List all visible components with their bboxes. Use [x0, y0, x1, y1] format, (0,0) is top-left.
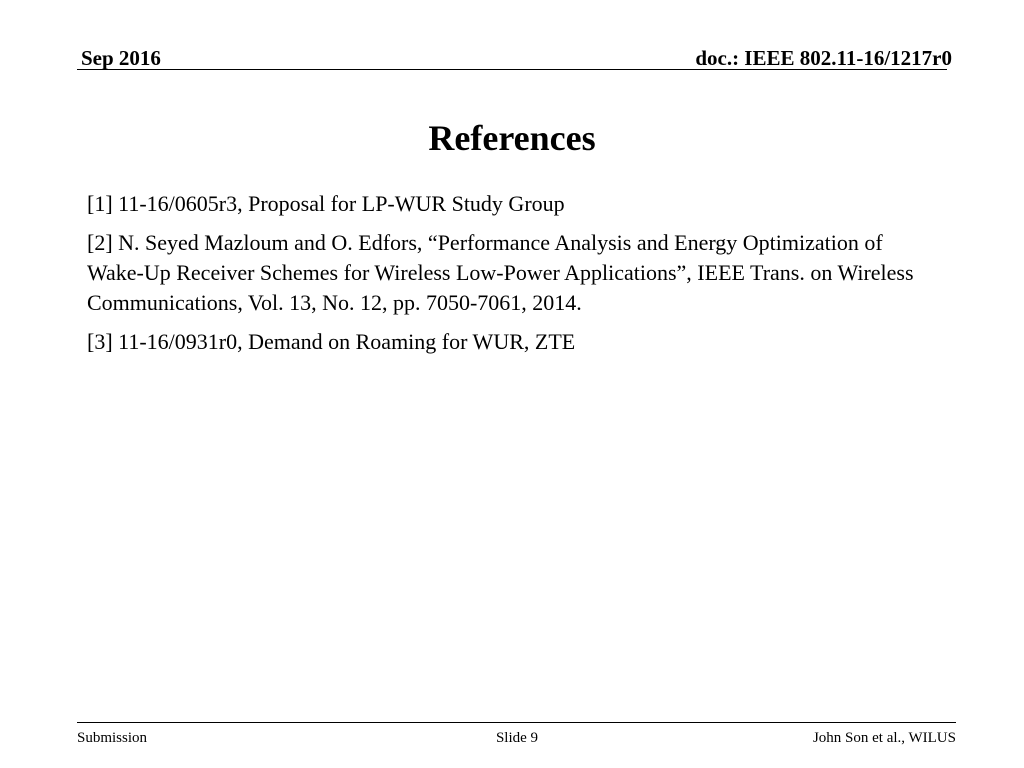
reference-list	[87, 189, 917, 366]
footer-authors: John Son et al., WILUS	[812, 730, 956, 746]
reference-item-3: [3] 11-16/0931r0, Demand on Roaming for WUR, ZTE	[87, 329, 576, 354]
footer-divider	[77, 722, 956, 723]
footer-slide-number: Slide 9	[495, 730, 539, 746]
reference-item-2: [2] N. Seyed Mazloum and O. Edfors, “Performance Analysis and Energy Optimization of Wake-Up Receiver Schemes for Wireless Low-Power Applications”, IEEE Trans. on Wireless Communications, Vol. 13, No. 12, pp. 7050-7061, 2014.	[87, 230, 914, 315]
footer-submission: Submission	[77, 730, 148, 746]
header-doc-id: doc.: IEEE 802.11-16/1217r0	[695, 46, 952, 70]
header-date: Sep 2016	[81, 46, 161, 70]
slide-title: References	[428, 118, 596, 158]
header-divider	[77, 69, 947, 70]
reference-item-1: [1] 11-16/0605r3, Proposal for LP-WUR Study Group	[87, 191, 565, 216]
